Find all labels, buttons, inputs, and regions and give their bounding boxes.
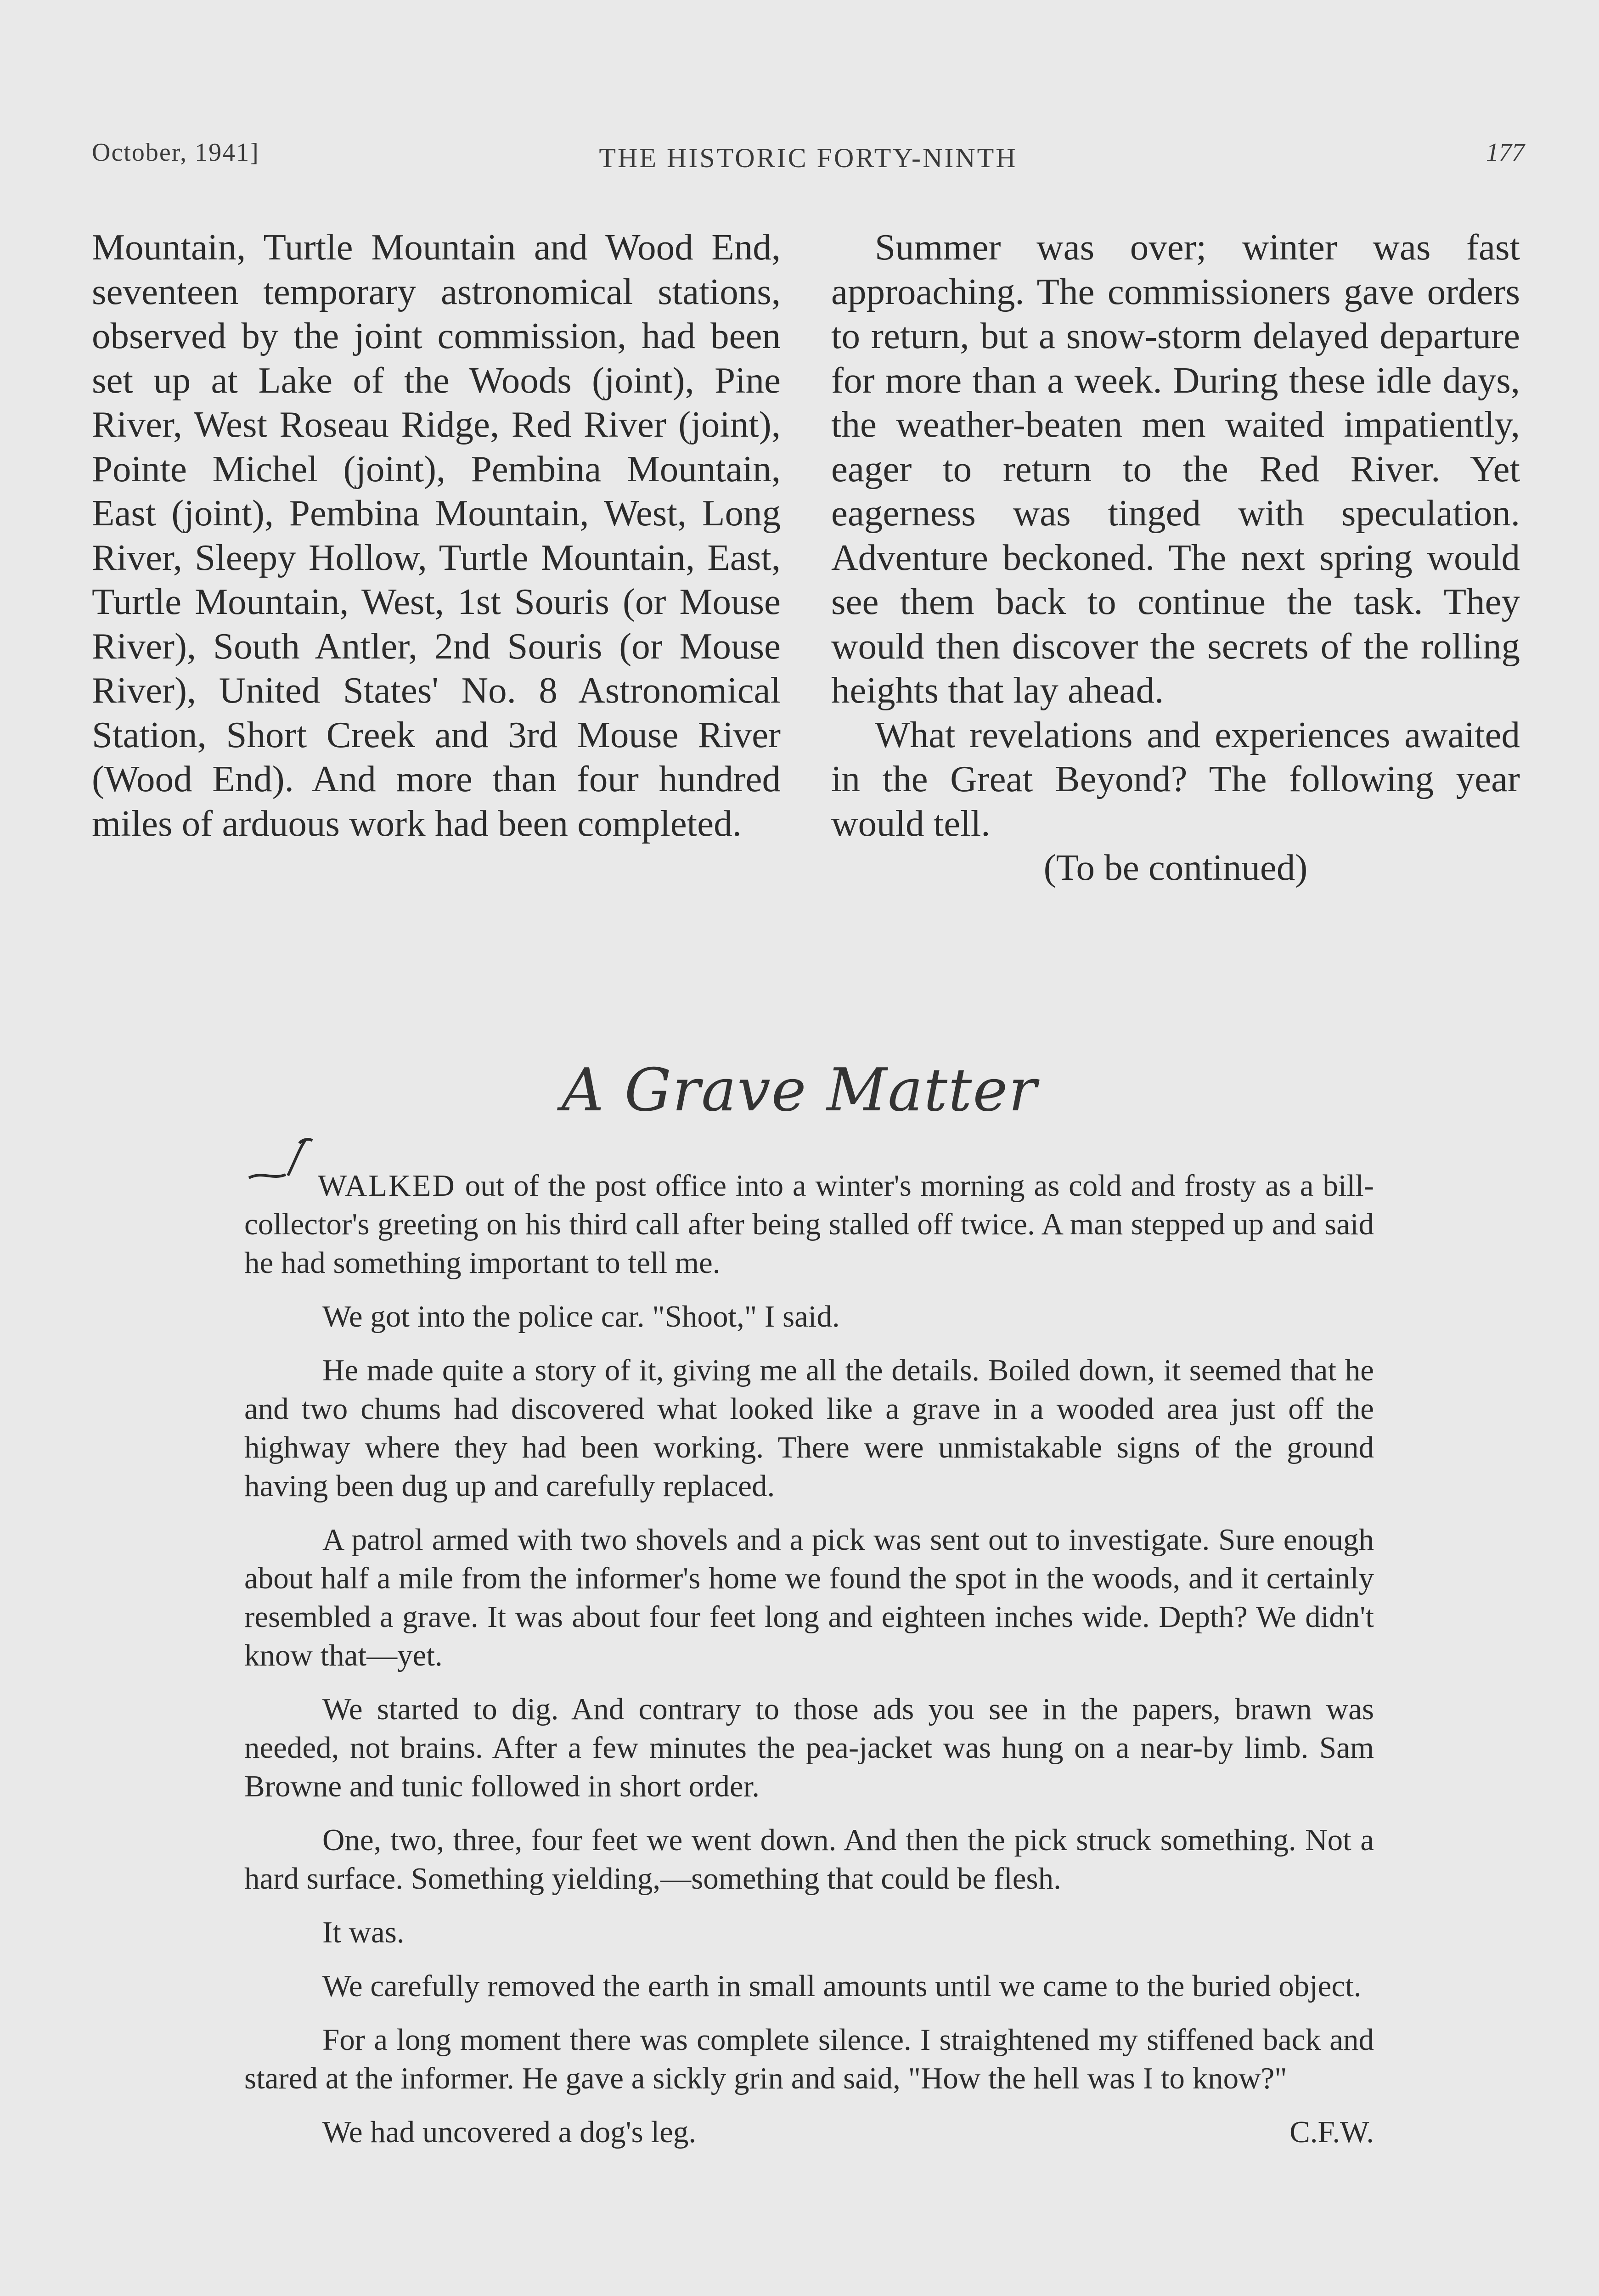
running-title: THE HISTORIC FORTY-NINTH [599, 143, 1018, 173]
story-first-paragraph [244, 1166, 1374, 1282]
page-number: 177 [1486, 138, 1525, 167]
left-column [92, 225, 781, 845]
last-line-text: We had uncovered a dog's leg. [322, 2115, 697, 2149]
to-be-continued: (To be continued) [1043, 847, 1308, 888]
issue-date: October, 1941] [92, 138, 259, 167]
story-paragraph: A patrol armed with two shovels and a pick was sent out to investigate. Sure enough about half a mile from the informer's home we found the spot in the woods, and it certainly resembled a grave. It was about four feet long and eighteen inches wide. Depth? We didn't know that—yet. [244, 1523, 1374, 1672]
story-body [244, 1166, 1374, 2167]
first-paragraph-text: out of the post office into a winter's morning as cold and frosty as a bill-collector's greeting on his third call after being stalled off twice. A man stepped up and said he had something important to tell me. [244, 1169, 1374, 1280]
story-paragraph: For a long moment there was complete silence. I straightened my stiffened back and stared at the informer. He gave a sickly grin and said, "How the hell was I to know?" [244, 2023, 1374, 2095]
first-word: WALKED [318, 1169, 456, 1203]
story-paragraph: We got into the police car. "Shoot," I said. [322, 1300, 840, 1334]
drop-cap-i-ornament [244, 1134, 318, 1189]
right-column-paragraph-2: What revelations and experiences awaited in the Great Beyond? The following year would tell. [831, 714, 1520, 844]
story-paragraph: One, two, three, four feet we went down. And then the pick struck something. Not a hard surface. Something yielding,—something that could be flesh. [244, 1823, 1374, 1896]
story-paragraph: We carefully removed the earth in small amounts until we came to the buried object. [322, 1969, 1362, 2003]
story-paragraph: We started to dig. And contrary to those ads you see in the papers, brawn was needed, not brains. After a few minutes the pea-jacket was hung on a near-by limb. Sam Browne and tunic followed in short order. [244, 1692, 1374, 1803]
author-initials: C.F.W. [1289, 2115, 1374, 2149]
story-paragraph: It was. [322, 1915, 405, 1949]
right-column [831, 225, 1520, 890]
story-last-line [244, 2113, 1374, 2151]
left-column-paragraph: Mountain, Turtle Mountain and Wood End, seventeen temporary astronomical stations, observed by the joint commission, had been set up at Lake of the Woods (joint), Pine River, West Roseau Ridge, Red River (joint), Pointe Michel (joint), Pembina Mountain, East (joint), Pembina Mountain, West, Long River, Sleepy Hollow, Turtle Mountain, East, Turtle Mountain, West, 1st Souris (or Mouse River), South Antler, 2nd Souris (or Mouse River), United States' No. 8 Astronomical Station, Short Creek and 3rd Mouse River (Wood End). And more than four hundred miles of arduous work had been completed. [92, 226, 781, 844]
page-header [92, 133, 1525, 184]
right-column-paragraph-1: Summer was over; winter was fast approaching. The commissioners gave orders to return, but a snow-storm delayed departure for more than a week. During these idle days, the weather-beaten men waited impatiently, eager to return to the Red River. Yet eagerness was tinged with speculation. Adventure beckoned. The next spring would see them back to continue the task. They would then discover the secrets of the rolling heights that lay ahead. [831, 226, 1520, 711]
story-paragraph: He made quite a story of it, giving me all the details. Boiled down, it seemed that he and two chums had discovered what looked like a grave in a wooded area just off the highway where they had been working. There were unmistakable signs of the ground having been dug up and carefully replaced. [244, 1353, 1374, 1503]
story-title: A Grave Matter [561, 1056, 1038, 1125]
